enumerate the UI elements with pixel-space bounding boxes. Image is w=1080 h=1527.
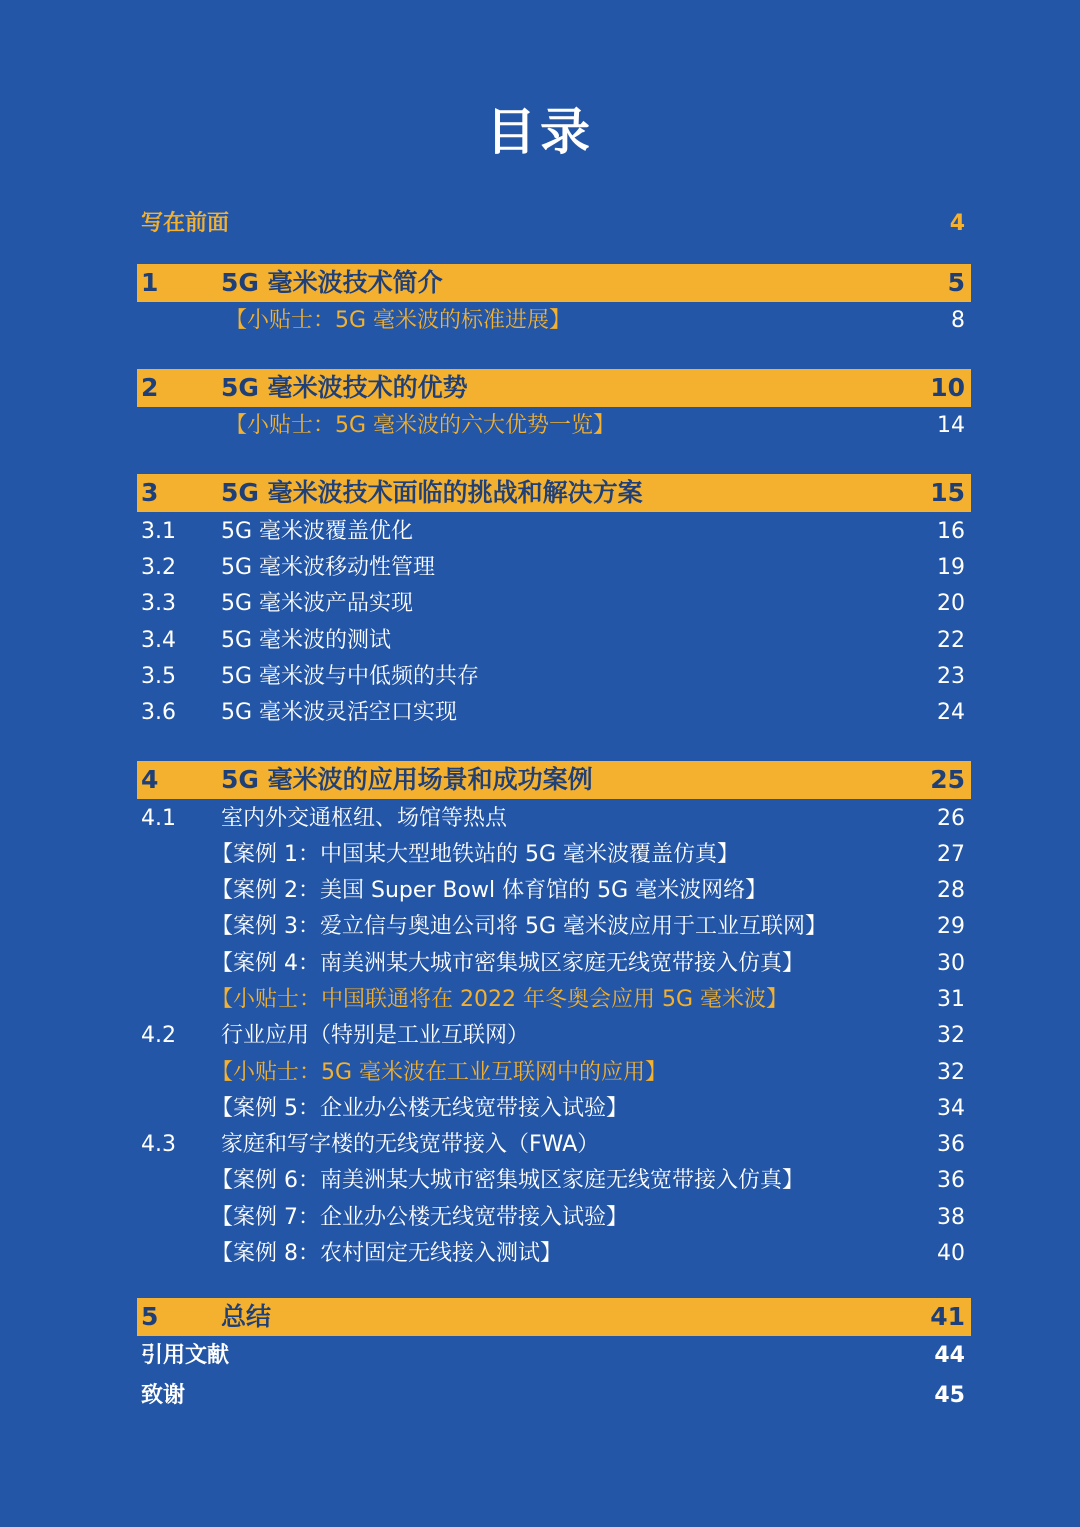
toc-page: 25 [930, 765, 965, 794]
toc-page: 30 [937, 951, 965, 976]
toc-case[interactable] [137, 909, 971, 945]
toc-number: 1 [141, 268, 159, 297]
toc-page: 27 [937, 842, 965, 867]
toc-entry[interactable] [137, 801, 971, 837]
toc-page: 4 [949, 211, 965, 236]
toc-number: 3.3 [141, 591, 176, 616]
toc-label: 5G 毫米波与中低频的共存 [221, 664, 480, 689]
toc-page: 29 [937, 914, 965, 939]
toc-label: 5G 毫米波移动性管理 [221, 555, 436, 580]
toc-case[interactable] [137, 1200, 971, 1236]
toc-page: 23 [937, 664, 965, 689]
toc-label: 写在前面 [141, 211, 230, 236]
toc-page: 31 [937, 987, 965, 1012]
toc-case[interactable] [137, 1163, 971, 1199]
toc-label: 【案例 8：农村固定无线接入测试】 [211, 1241, 562, 1266]
toc-label: 5G 毫米波的测试 [221, 628, 392, 653]
toc-label: 【小贴士：5G 毫米波在工业互联网中的应用】 [211, 1060, 668, 1085]
toc-label: 5G 毫米波产品实现 [221, 591, 414, 616]
toc-label: 【案例 6：南美洲某大城市密集城区家庭无线宽带接入仿真】 [211, 1168, 804, 1193]
toc-page: 36 [937, 1168, 965, 1193]
toc-case[interactable] [137, 1236, 971, 1272]
toc-number: 5 [141, 1302, 159, 1331]
toc-label: 5G 毫米波覆盖优化 [221, 519, 414, 544]
toc-label: 【小贴士：5G 毫米波的六大优势一览】 [225, 413, 616, 438]
toc-entry[interactable] [137, 1018, 971, 1054]
page-title: 目录 [486, 103, 594, 161]
toc-entry[interactable] [137, 659, 971, 695]
toc-entry[interactable] [137, 695, 971, 731]
toc-tip[interactable] [137, 982, 971, 1018]
toc-label: 致谢 [141, 1383, 186, 1408]
toc-case[interactable] [137, 1091, 971, 1127]
toc-page: 45 [934, 1383, 965, 1408]
toc-label: 【案例 4：南美洲某大城市密集城区家庭无线宽带接入仿真】 [211, 951, 804, 976]
toc-page: 19 [937, 555, 965, 580]
toc-page: 40 [937, 1241, 965, 1266]
toc-page: 16 [937, 519, 965, 544]
toc-label: 【小贴士：中国联通将在 2022 年冬奥会应用 5G 毫米波】 [211, 987, 789, 1012]
toc-page: 22 [937, 628, 965, 653]
toc-page: 24 [937, 700, 965, 725]
toc-page: 26 [937, 806, 965, 831]
toc-page: 32 [937, 1060, 965, 1085]
toc-case[interactable] [137, 837, 971, 873]
toc-entry-acknowledgements[interactable] [137, 1378, 971, 1414]
toc-entry[interactable] [137, 550, 971, 586]
toc-number: 2 [141, 373, 159, 402]
toc-label: 5G 毫米波技术面临的挑战和解决方案 [221, 478, 643, 507]
toc-page: 36 [937, 1132, 965, 1157]
toc-label: 【案例 3：爱立信与奥迪公司将 5G 毫米波应用于工业互联网】 [211, 914, 828, 939]
toc-page: 38 [937, 1205, 965, 1230]
toc-page: 32 [937, 1023, 965, 1048]
toc-page: 15 [930, 478, 965, 507]
toc-tip[interactable] [137, 1055, 971, 1091]
toc-case[interactable] [137, 873, 971, 909]
toc-number: 4.1 [141, 806, 176, 831]
toc-number: 4.3 [141, 1132, 176, 1157]
toc-label: 5G 毫米波技术的优势 [221, 373, 468, 402]
toc-tip-2[interactable] [137, 408, 971, 444]
toc-chapter-3[interactable] [137, 474, 971, 512]
toc-page: 8 [951, 308, 965, 333]
toc-label: 5G 毫米波灵活空口实现 [221, 700, 458, 725]
toc-label: 5G 毫米波的应用场景和成功案例 [221, 765, 593, 794]
toc-number: 3.1 [141, 519, 176, 544]
toc-page: 41 [930, 1302, 965, 1331]
toc-page: 28 [937, 878, 965, 903]
toc-label: 5G 毫米波技术简介 [221, 268, 443, 297]
toc-page: 14 [937, 413, 965, 438]
toc-number: 3.6 [141, 700, 176, 725]
toc-entry[interactable] [137, 623, 971, 659]
toc-entry[interactable] [137, 586, 971, 622]
toc-label: 家庭和写字楼的无线宽带接入（FWA） [221, 1132, 600, 1157]
toc-entry[interactable] [137, 514, 971, 550]
toc-case[interactable] [137, 946, 971, 982]
toc-number: 3.4 [141, 628, 176, 653]
toc-label: 【案例 1：中国某大型地铁站的 5G 毫米波覆盖仿真】 [211, 842, 740, 867]
toc-number: 4.2 [141, 1023, 176, 1048]
toc-label: 【案例 5：企业办公楼无线宽带接入试验】 [211, 1096, 628, 1121]
toc-chapter-4[interactable] [137, 761, 971, 799]
toc-page: 20 [937, 591, 965, 616]
toc-number: 4 [141, 765, 159, 794]
toc-page: 44 [934, 1343, 965, 1368]
toc-entry[interactable] [137, 1127, 971, 1163]
toc-number: 3.2 [141, 555, 176, 580]
toc-entry-preface[interactable] [137, 206, 971, 242]
toc-chapter-5[interactable] [137, 1298, 971, 1336]
toc-label: 【案例 7：企业办公楼无线宽带接入试验】 [211, 1205, 628, 1230]
toc-label: 【小贴士：5G 毫米波的标准进展】 [225, 308, 572, 333]
toc-label: 总结 [221, 1302, 272, 1331]
toc-tip-1[interactable] [137, 303, 971, 339]
toc-chapter-1[interactable] [137, 264, 971, 302]
toc-page: 5 [947, 268, 965, 297]
toc-label: 引用文献 [141, 1343, 230, 1368]
toc-entry-references[interactable] [137, 1338, 971, 1374]
toc-number: 3 [141, 478, 159, 507]
toc-chapter-2[interactable] [137, 369, 971, 407]
toc-page: 10 [930, 373, 965, 402]
toc-label: 【案例 2：美国 Super Bowl 体育馆的 5G 毫米波网络】 [211, 878, 768, 903]
toc-page: 34 [937, 1096, 965, 1121]
toc-label: 室内外交通枢纽、场馆等热点 [221, 806, 508, 831]
toc-label: 行业应用（特别是工业互联网） [221, 1023, 530, 1048]
toc-number: 3.5 [141, 664, 176, 689]
